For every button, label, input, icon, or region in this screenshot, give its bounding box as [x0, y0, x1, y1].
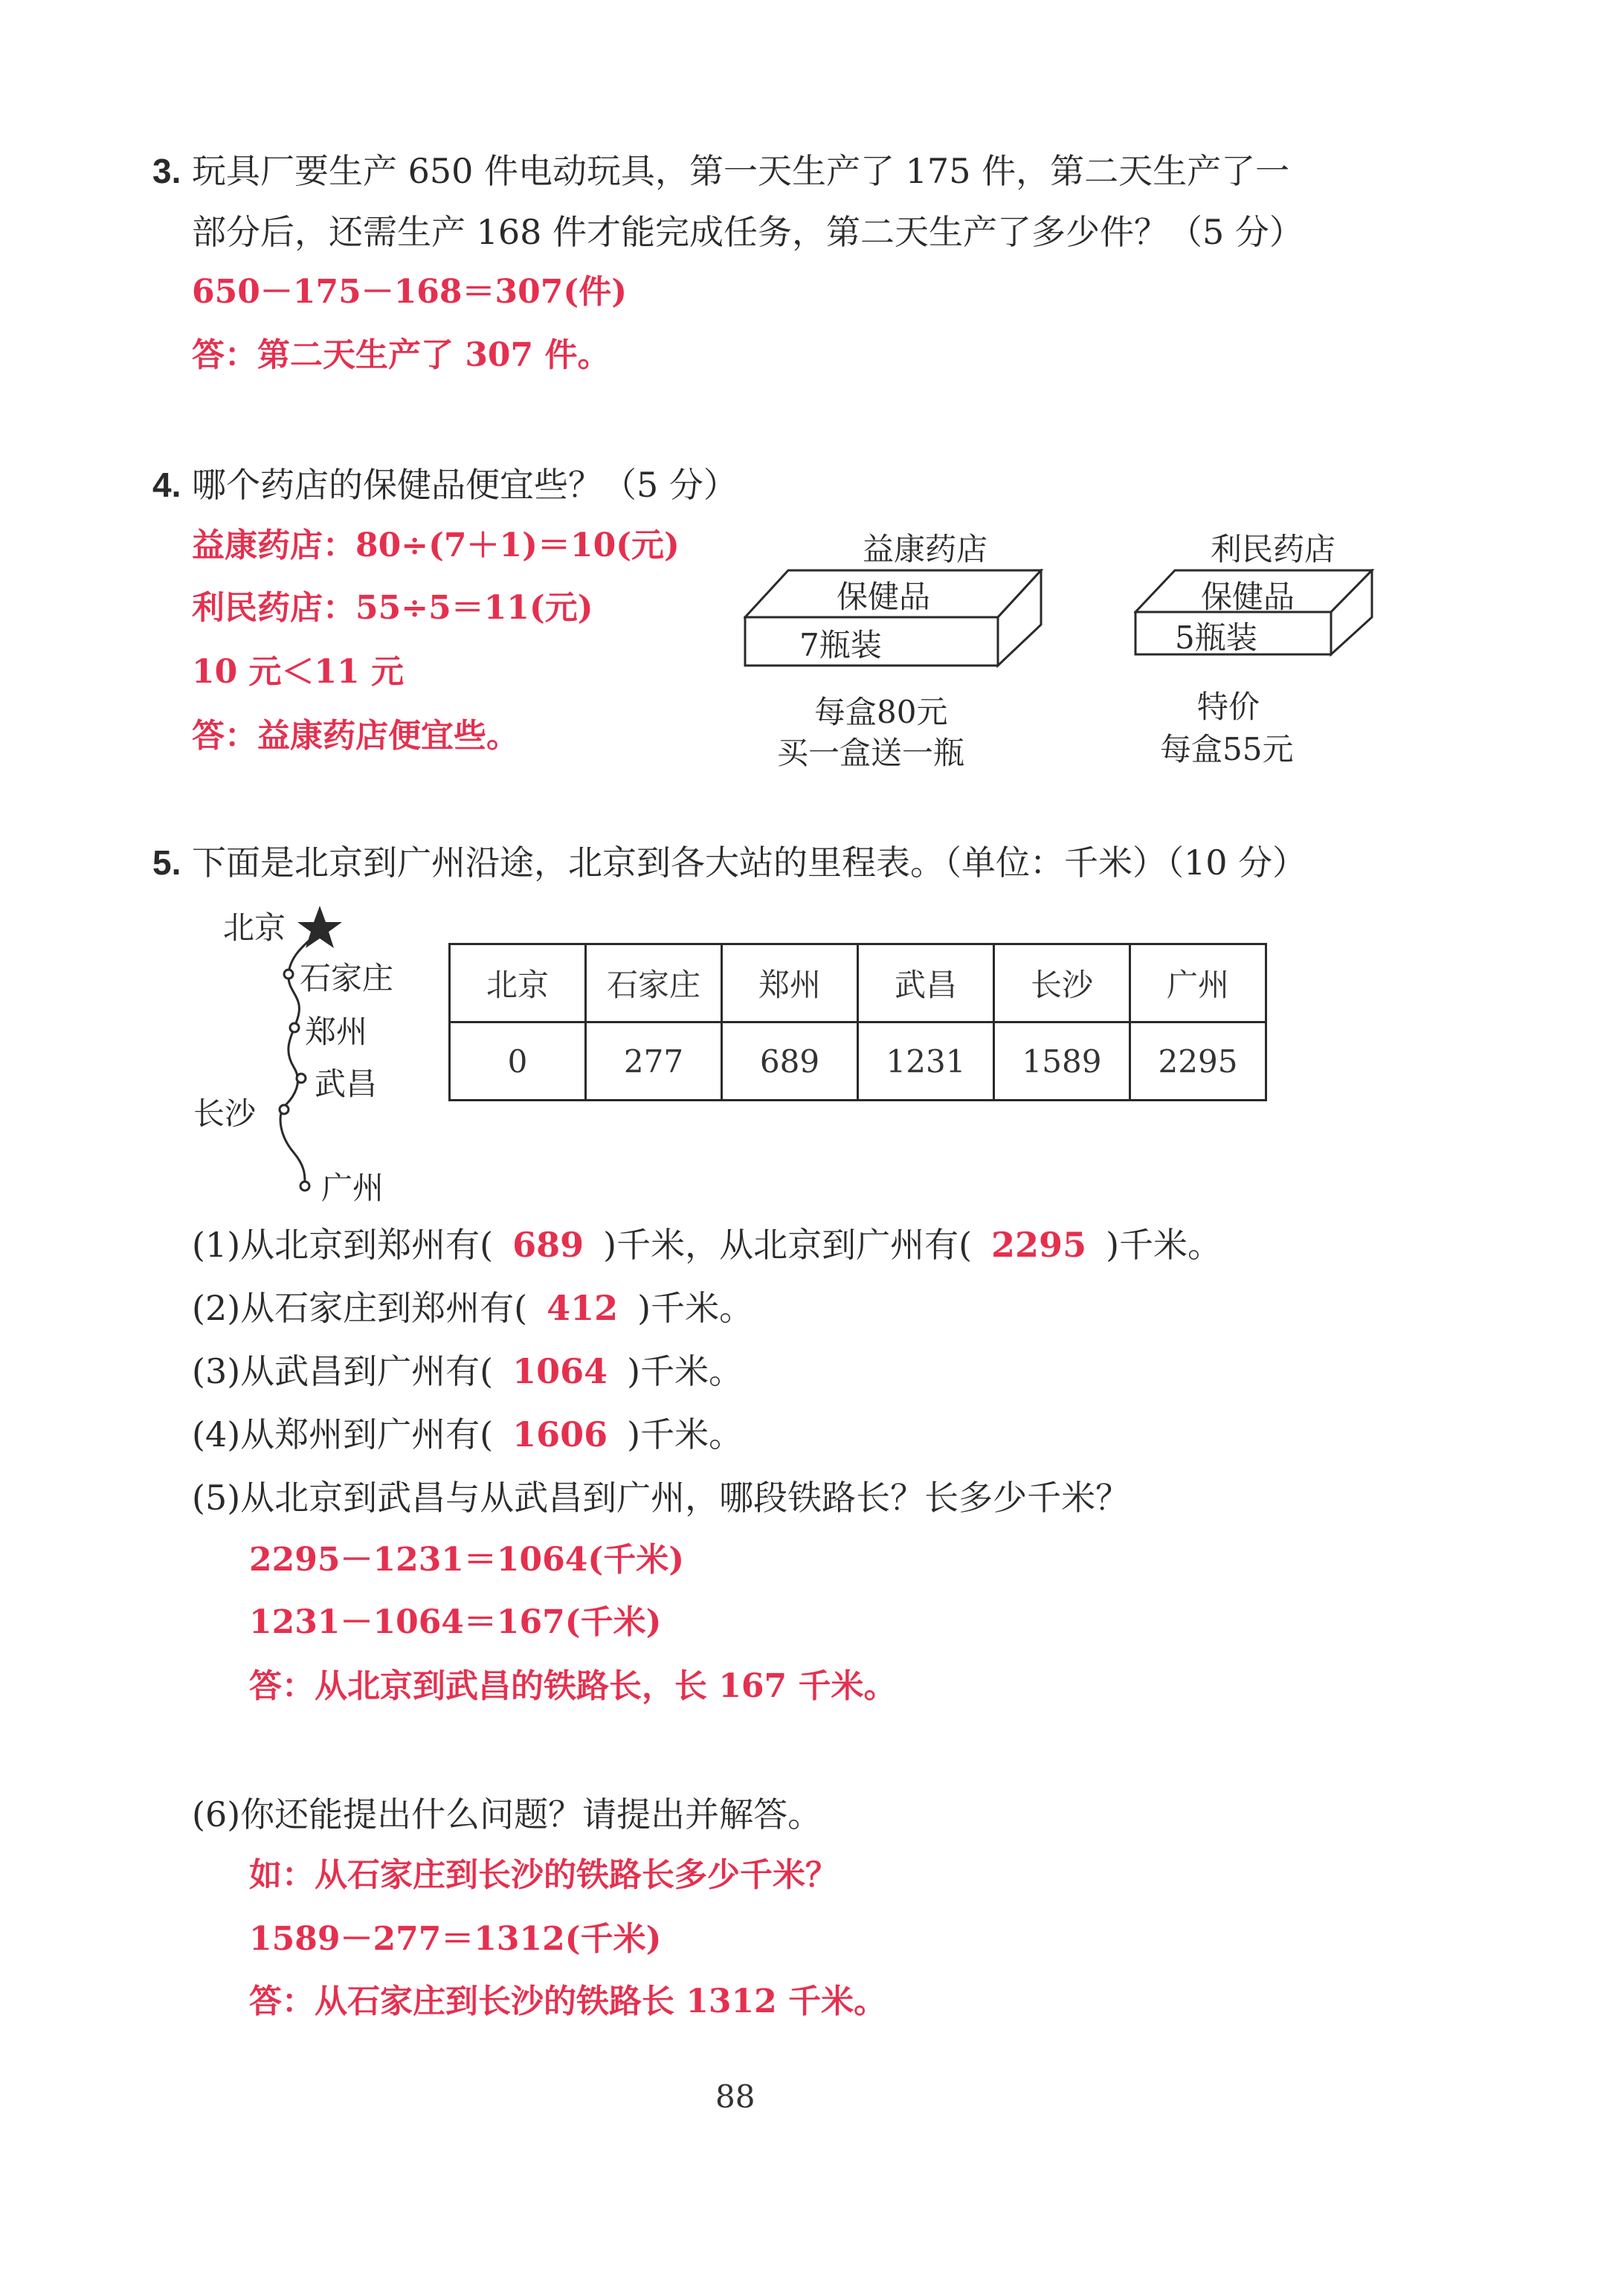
q5-number: 5. — [152, 843, 181, 882]
map-label-guangzhou: 广州 — [321, 1170, 384, 1206]
q5-sub1-text-d: )千米。 — [1106, 1225, 1222, 1265]
q5-sub4-answer: 1606 — [512, 1414, 608, 1455]
store1-name: 益康药店 — [863, 531, 988, 567]
table-value-cell: 689 — [722, 1022, 858, 1101]
store1-caption-2: 买一盒送一瓶 — [777, 735, 965, 771]
q5-sub2-text-c: )千米。 — [637, 1288, 754, 1328]
q5-sub4-text-c: )千米。 — [627, 1414, 744, 1455]
table-value-cell: 2295 — [1130, 1022, 1266, 1101]
map-label-wuchang: 武昌 — [315, 1066, 378, 1102]
map-label-zhengzhou: 郑州 — [305, 1014, 368, 1050]
q5-sub1-text-a: (1)从北京到郑州有( — [192, 1225, 494, 1265]
q5-sub6-answer-1: 如：从石家庄到长沙的铁路长多少千米？ — [249, 1856, 838, 1894]
table-header-cell: 石家庄 — [586, 944, 722, 1022]
map-label-changsha: 长沙 — [193, 1095, 257, 1132]
station-dot-zhengzhou — [290, 1023, 299, 1032]
store2-caption-2: 每盒55元 — [1160, 731, 1294, 767]
q5-text: 下面是北京到广州沿途，北京到各大站的里程表。（单位：千米）（10 分） — [192, 843, 1307, 883]
q3-text-2: 部分后，还需生产 168 件才能完成任务，第二天生产了多少件？（5 分） — [192, 212, 1304, 252]
q5-sub4 — [192, 1412, 743, 1457]
q5-sub3 — [192, 1349, 743, 1394]
q5-sub3-text-a: (3)从武昌到广州有( — [192, 1351, 494, 1391]
station-dot-changsha — [280, 1105, 289, 1114]
q3-answer-equation: 650－175－168＝307(件) — [192, 273, 628, 311]
map-label-shijiazhuang: 石家庄 — [300, 960, 394, 996]
q5-sub6-answer-2: 1589－277＝1312(千米) — [249, 1920, 662, 1958]
q5-sub1-text-c: )千米，从北京到广州有( — [603, 1225, 973, 1265]
q5-sub3-answer: 1064 — [512, 1351, 608, 1391]
q3-number: 3. — [152, 152, 181, 190]
store1-box-front-label: 7瓶装 — [799, 627, 882, 663]
star-icon — [297, 906, 342, 948]
table-value-cell: 0 — [450, 1022, 586, 1101]
mileage-table — [448, 943, 1267, 1101]
q5-sub1-answer-1: 689 — [512, 1225, 584, 1265]
q5-sub6-answer-3: 答：从石家庄到长沙的铁路长 1312 千米。 — [249, 1982, 887, 2020]
table-header-cell: 广州 — [1130, 944, 1266, 1022]
q5-sub6-text: (6)你还能提出什么问题？请提出并解答。 — [192, 1794, 822, 1834]
table-value-cell: 1589 — [994, 1022, 1130, 1101]
table-header-cell: 郑州 — [722, 944, 858, 1022]
q5-sub2-answer: 412 — [547, 1288, 619, 1328]
q3-answer-statement: 答：第二天生产了 307 件。 — [192, 336, 610, 374]
q5-sub2-text-a: (2)从石家庄到郑州有( — [192, 1288, 528, 1328]
q4-answer-3: 10 元＜11 元 — [192, 653, 405, 691]
map-label-beijing: 北京 — [223, 909, 286, 946]
q5-sub5-answer-2: 1231－1064＝167(千米) — [249, 1603, 662, 1641]
q4-answer-1: 益康药店：80÷(7＋1)＝10(元) — [192, 526, 680, 564]
q5-sub3-text-c: )千米。 — [627, 1351, 744, 1391]
store1-box-top-label: 保健品 — [837, 579, 931, 615]
mileage-table-value-row — [450, 1022, 1266, 1101]
q3-text-1: 玩具厂要生产 650 件电动玩具，第一天生产了 175 件，第二天生产了一 — [192, 151, 1290, 191]
q4-answer-2: 利民药店：55÷5＝11(元) — [192, 589, 593, 627]
q5-sub2 — [192, 1286, 753, 1330]
q5-sub1 — [192, 1223, 1222, 1267]
q4-number: 4. — [152, 466, 181, 504]
store2-caption-1: 特价 — [1197, 689, 1260, 725]
q5-sub4-text-a: (4)从郑州到广州有( — [192, 1414, 494, 1455]
store2-box-top-label: 保健品 — [1201, 579, 1295, 615]
q4-line — [152, 463, 738, 507]
q4-answer-4: 答：益康药店便宜些。 — [192, 717, 519, 755]
q5-sub1-answer-2: 2295 — [991, 1225, 1087, 1265]
station-dot-guangzhou — [300, 1182, 309, 1191]
table-value-cell: 277 — [586, 1022, 722, 1101]
store2-box-front-label: 5瓶装 — [1175, 619, 1257, 656]
page-number: 88 — [715, 2078, 755, 2115]
table-header-cell: 北京 — [450, 944, 586, 1022]
store1-caption-1: 每盒80元 — [814, 694, 948, 730]
station-dot-wuchang — [297, 1074, 306, 1083]
store2-name: 利民药店 — [1211, 531, 1336, 567]
q5-sub5-answer-1: 2295－1231＝1064(千米) — [249, 1541, 685, 1579]
q5-line — [152, 840, 1306, 885]
station-dot-shijiazhuang — [284, 970, 293, 979]
table-value-cell: 1231 — [858, 1022, 994, 1101]
q5-sub5-answer-3: 答：从北京到武昌的铁路长，长 167 千米。 — [249, 1667, 897, 1705]
mileage-table-header-row — [450, 944, 1266, 1022]
q3-line1 — [152, 149, 1289, 193]
table-header-cell: 长沙 — [994, 944, 1130, 1022]
q4-text: 哪个药店的保健品便宜些？（5 分） — [192, 465, 738, 505]
q5-sub5-text: (5)从北京到武昌与从武昌到广州，哪段铁路长？长多少千米？ — [192, 1478, 1130, 1518]
table-header-cell: 武昌 — [858, 944, 994, 1022]
